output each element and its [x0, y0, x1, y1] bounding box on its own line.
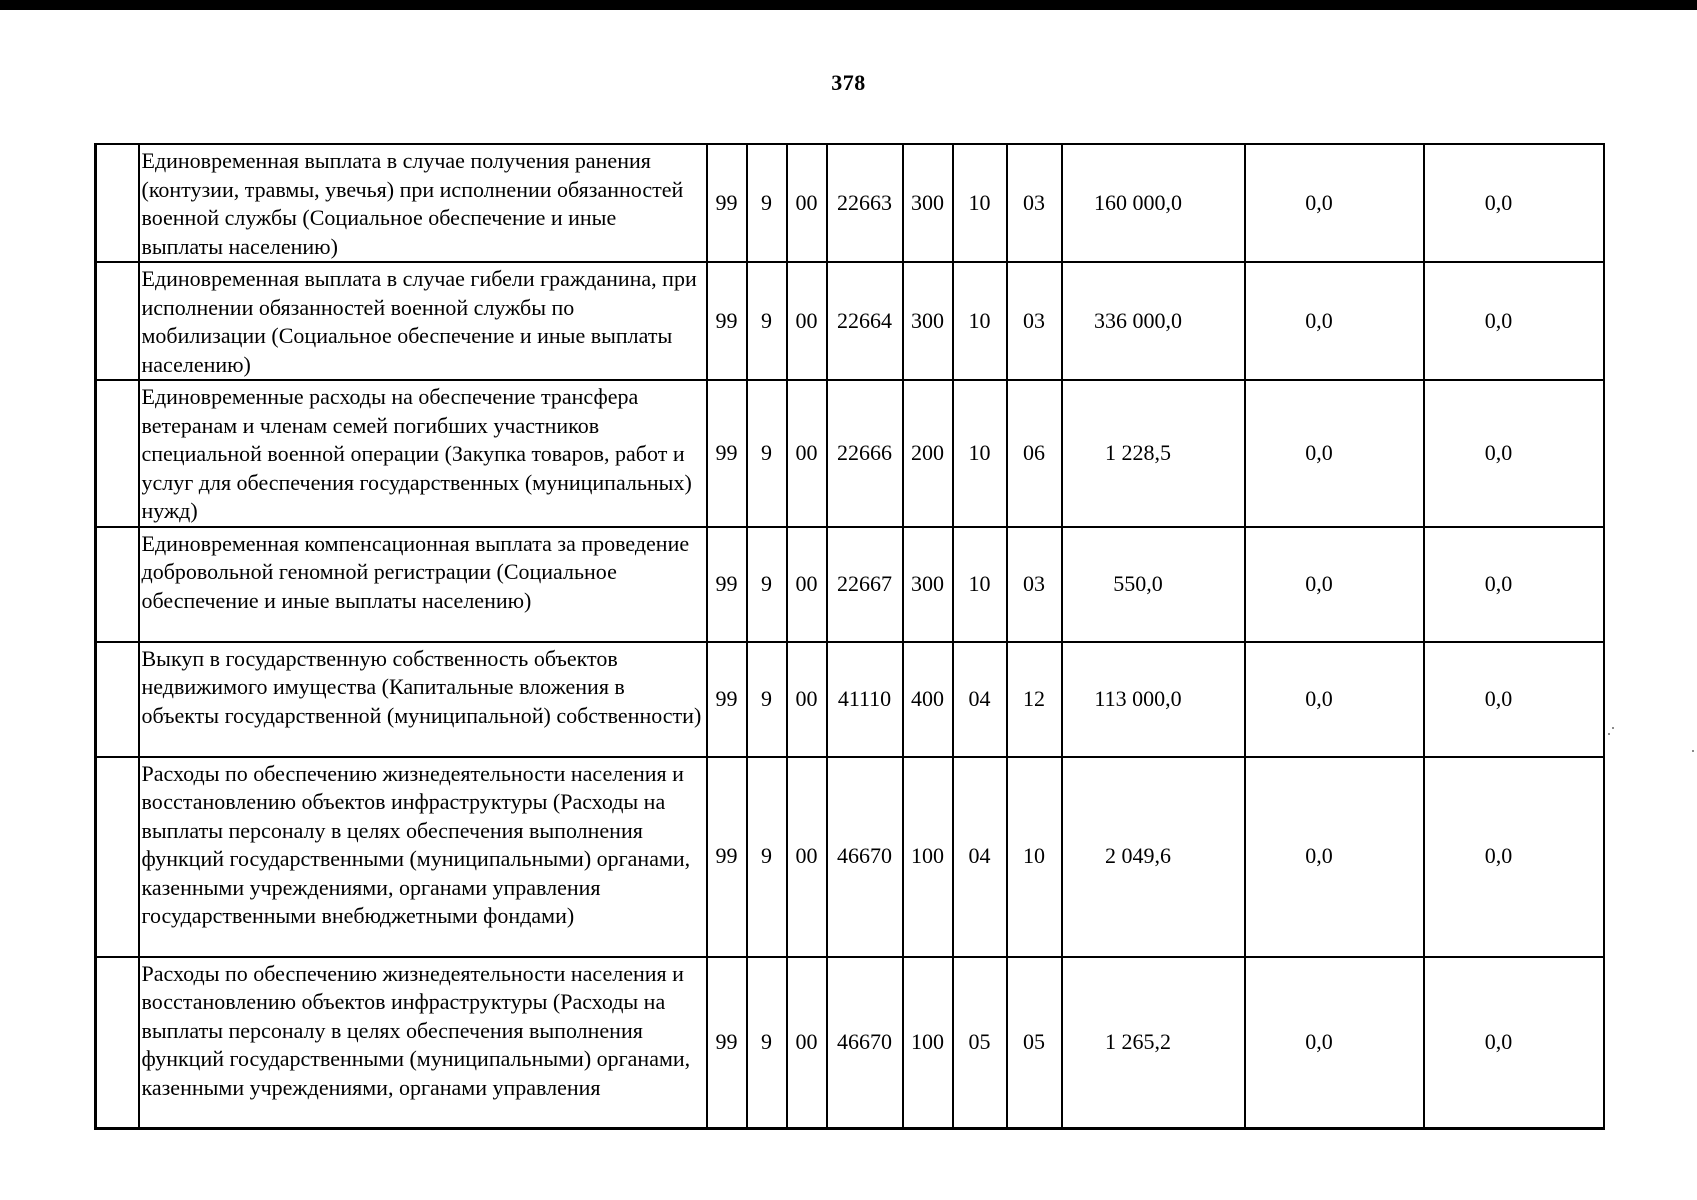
code-expense: 22666 [827, 380, 903, 527]
row-number-cell [96, 642, 139, 757]
row-number-cell [96, 380, 139, 527]
table-row [96, 144, 1604, 262]
code-expense-type: 200 [903, 380, 953, 527]
amount-year-1: 160 000,0 [1062, 144, 1245, 262]
row-description: Расходы по обеспечению жизнедеятельности населения и восстановлению объектов инфраструктуры (Расходы на выплаты персоналу в целях обеспечения выполнения функций государственными (муниципальными) органами, казенными учреждениями, органами управления государственными внебюджетными фондами) [139, 757, 707, 957]
code-section: 04 [953, 757, 1007, 957]
code-direction: 00 [787, 642, 827, 757]
row-description: Единовременные расходы на обеспечение трансфера ветеранам и членам семей погибших участников специальной военной операции (Закупка товаров, работ и услуг для обеспечения государственных (муниципальных) нужд) [139, 380, 707, 527]
code-program: 99 [707, 380, 747, 527]
code-direction: 00 [787, 757, 827, 957]
amount-year-2: 0,0 [1245, 144, 1424, 262]
amount-year-1: 113 000,0 [1062, 642, 1245, 757]
code-program: 99 [707, 262, 747, 380]
code-expense-type: 400 [903, 642, 953, 757]
amount-year-2: 0,0 [1245, 262, 1424, 380]
row-number-cell [96, 957, 139, 1129]
row-number-cell [96, 527, 139, 642]
budget-table [94, 143, 1605, 1130]
table-row [96, 642, 1604, 757]
code-subsection: 03 [1007, 144, 1062, 262]
amount-year-1: 336 000,0 [1062, 262, 1245, 380]
code-subprogram: 9 [747, 957, 787, 1129]
scan-speck [1608, 733, 1610, 735]
code-direction: 00 [787, 527, 827, 642]
table-row [96, 262, 1604, 380]
table-row [96, 757, 1604, 957]
code-direction: 00 [787, 262, 827, 380]
amount-year-3: 0,0 [1424, 262, 1604, 380]
code-subprogram: 9 [747, 527, 787, 642]
code-expense: 46670 [827, 757, 903, 957]
amount-year-3: 0,0 [1424, 642, 1604, 757]
amount-year-2: 0,0 [1245, 757, 1424, 957]
amount-year-1: 1 265,2 [1062, 957, 1245, 1129]
code-section: 10 [953, 380, 1007, 527]
code-section: 05 [953, 957, 1007, 1129]
row-description: Выкуп в государственную собственность объектов недвижимого имущества (Капитальные вложения в объекты государственной (муниципальной) собственности) [139, 642, 707, 757]
code-expense: 22663 [827, 144, 903, 262]
code-section: 10 [953, 144, 1007, 262]
code-direction: 00 [787, 957, 827, 1129]
row-description: Единовременная выплата в случае получения ранения (контузии, травмы, увечья) при исполнении обязанностей военной службы (Социальное обеспечение и иные выплаты населению) [139, 144, 707, 262]
code-expense-type: 100 [903, 757, 953, 957]
code-direction: 00 [787, 380, 827, 527]
amount-year-3: 0,0 [1424, 144, 1604, 262]
code-section: 04 [953, 642, 1007, 757]
table-row [96, 957, 1604, 1129]
code-subsection: 06 [1007, 380, 1062, 527]
code-expense-type: 300 [903, 144, 953, 262]
code-expense: 22664 [827, 262, 903, 380]
amount-year-3: 0,0 [1424, 527, 1604, 642]
amount-year-2: 0,0 [1245, 957, 1424, 1129]
code-expense-type: 300 [903, 527, 953, 642]
code-program: 99 [707, 757, 747, 957]
row-number-cell [96, 144, 139, 262]
amount-year-3: 0,0 [1424, 757, 1604, 957]
code-expense: 22667 [827, 527, 903, 642]
page-number: 378 [831, 70, 866, 95]
row-number-cell [96, 757, 139, 957]
code-section: 10 [953, 527, 1007, 642]
code-section: 10 [953, 262, 1007, 380]
amount-year-1: 550,0 [1062, 527, 1245, 642]
table-row [96, 527, 1604, 642]
scan-speck [1612, 727, 1614, 729]
code-subprogram: 9 [747, 642, 787, 757]
code-subsection: 05 [1007, 957, 1062, 1129]
code-subprogram: 9 [747, 262, 787, 380]
amount-year-3: 0,0 [1424, 380, 1604, 527]
code-program: 99 [707, 642, 747, 757]
row-description [139, 957, 707, 1129]
code-program: 99 [707, 144, 747, 262]
amount-year-2: 0,0 [1245, 380, 1424, 527]
code-direction: 00 [787, 144, 827, 262]
code-expense: 41110 [827, 642, 903, 757]
code-program: 99 [707, 957, 747, 1129]
row-description-text: Расходы по обеспечению жизнедеятельности населения и восстановлению объектов инфраструктуры (Расходы на выплаты персоналу в целях обеспечения выполнения функций государственными (муниципальными) органами, казенными учреждениями, органами управления [141, 960, 691, 1100]
code-subsection: 03 [1007, 262, 1062, 380]
table-row [96, 380, 1604, 527]
code-expense-type: 100 [903, 957, 953, 1129]
amount-year-2: 0,0 [1245, 527, 1424, 642]
amount-year-2: 0,0 [1245, 642, 1424, 757]
code-subsection: 03 [1007, 527, 1062, 642]
code-subprogram: 9 [747, 380, 787, 527]
code-expense: 46670 [827, 957, 903, 1129]
scan-top-edge [0, 0, 1697, 10]
code-program: 99 [707, 527, 747, 642]
row-description: Единовременная выплата в случае гибели гражданина, при исполнении обязанностей военной службы по мобилизации (Социальное обеспечение и иные выплаты населению) [139, 262, 707, 380]
code-subprogram: 9 [747, 144, 787, 262]
amount-year-1: 2 049,6 [1062, 757, 1245, 957]
code-subsection: 10 [1007, 757, 1062, 957]
row-number-cell [96, 262, 139, 380]
scan-speck [1692, 750, 1694, 752]
code-subprogram: 9 [747, 757, 787, 957]
code-expense-type: 300 [903, 262, 953, 380]
amount-year-3: 0,0 [1424, 957, 1604, 1129]
row-description: Единовременная компенсационная выплата за проведение добровольной геномной регистрации (Социальное обеспечение и иные выплаты населению) [139, 527, 707, 642]
code-subsection: 12 [1007, 642, 1062, 757]
amount-year-1: 1 228,5 [1062, 380, 1245, 527]
